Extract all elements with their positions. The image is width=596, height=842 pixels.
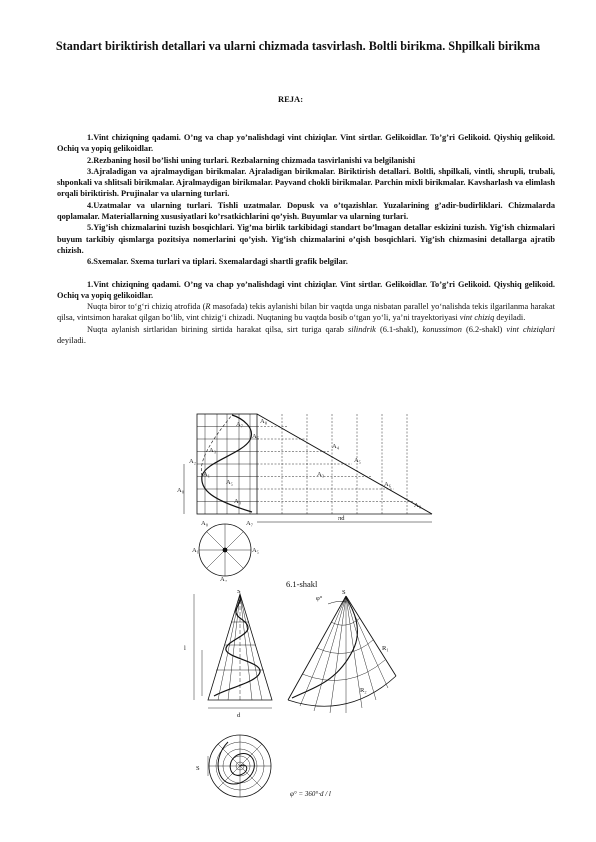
- svg-text:R₁: R₁: [382, 645, 389, 652]
- svg-text:A₃: A₃: [317, 471, 324, 478]
- svg-text:A₅: A₅: [226, 479, 233, 486]
- figure-cylindrical-helix: [172, 410, 442, 582]
- svg-text:A₂: A₂: [189, 458, 196, 465]
- svg-text:A₄: A₄: [332, 443, 339, 450]
- plan-item: 5.Yig’ish chizmalarini tuzish bosqichlari. Yig’ma birlik tarkibidagi standart bo’lmagan detallar eskizini tuzish. Yig’ish chizmalari buyum tarkibiy qismlarga pozitsiya nomerlarini qo’yish. Yig’ish chizmalarini o’qish bosqichlari. Yig’ish chizmasini detallarga ajratib chizish.: [57, 223, 555, 255]
- svg-text:φ° = 360°·d / l: φ° = 360°·d / l: [290, 790, 331, 798]
- svg-text:A₅: A₅: [252, 547, 259, 554]
- svg-text:S: S: [196, 765, 200, 772]
- figure-caption: 6.1-shakl: [286, 579, 318, 589]
- plan-item: 2.Rezbaning hosil bo’lishi uning turlari. Rezbalarning chizmada tasvirlanishi va belgilanishi: [87, 155, 416, 165]
- svg-text:l: l: [184, 645, 186, 652]
- svg-text:d: d: [237, 712, 241, 719]
- svg-text:A₆: A₆: [384, 481, 391, 488]
- svg-text:A₈: A₈: [260, 418, 267, 425]
- plan-item: 6.Sxemalar. Sxema turlari va tiplari. Sxemalardagi shartli grafik belgilar.: [87, 257, 348, 267]
- document-body: [57, 132, 555, 346]
- svg-text:πd: πd: [338, 515, 345, 522]
- svg-text:A₂: A₂: [220, 576, 227, 582]
- svg-text:A₁: A₁: [192, 547, 199, 554]
- svg-text:A₃: A₃: [209, 447, 216, 454]
- svg-text:S: S: [237, 590, 241, 595]
- figure-conical-helix: [178, 590, 400, 826]
- section-heading: 1.Vint chiziqning qadami. O’ng va chap yo’nalishdagi vint chiziqlar. Vint sirtlar. Gelikoidlar. To’g’ri Gelikoid. Qiyshiq gelikoid. Ochiq va yopiq gelikoidlar.: [57, 279, 555, 300]
- svg-text:A₀: A₀: [234, 498, 241, 505]
- svg-text:A₈: A₈: [414, 502, 421, 509]
- svg-text:A₇: A₇: [246, 520, 253, 527]
- svg-text:A₆: A₆: [252, 433, 259, 440]
- plan-item: 1.Vint chiziqning qadami. O’ng va chap yo’nalishdagi vint chiziqlar. Vint sirtlar. Gelikoidlar. To’g’ri Gelikoid. Qiyshiq gelikoid. Ochiq va yopiq gelikoidlar.: [57, 133, 555, 154]
- plan-item: 4.Uzatmalar va ularning turlari. Tishli uzatmalar. Dopusk va o’tqazishlar. Yuzalarining g’adir-budirliklari. Chizmalarda qoplamalar. Materiallarning xususiyatlari ko’rsatkichlarini qo’yish. Buyumlar va ularning turlari.: [57, 200, 555, 222]
- svg-text:A₀: A₀: [177, 487, 184, 494]
- plan-item: 3.Ajraladigan va ajralmaydigan birikmalar. Ajraladigan birikmalar. Biriktirish detallari. Boltli, shpilkali, vintli, shrupli, trubali, shponkali va shlitsali birikmalar. Ajralmaydigan birikmalar. Payvand chokli birikmalar. Parchin mixli birikmalar. Kavsharlash va elimlash orqali biriktirish. Prujinalar va ularning turlari.: [57, 166, 555, 199]
- page-title: Standart biriktirish detallari va ularni chizmada tasvirlash. Boltli birikma. Shpilkali birikma: [55, 39, 541, 53]
- svg-text:A₀: A₀: [201, 520, 208, 527]
- plan-heading: REJA:: [278, 94, 304, 104]
- svg-text:φ°: φ°: [316, 595, 323, 602]
- svg-text:A₁: A₁: [203, 471, 210, 478]
- svg-text:S: S: [342, 590, 346, 596]
- paragraph: Nuqta biror to‘g‘ri chiziq atrofida (R masofada) tekis aylanishi bilan bir vaqtda unga nisbatan parallel yo‘nalishda tekis ilgarilanma harakat qilsa, vintsimon harakat qilgan bo‘lib, vint chizig‘i chizadi. Nuqtaning bu vaqtda bosib o‘tgan yo‘li, ya’ni trayektoriyasi vint chiziq deyiladi.: [57, 302, 555, 323]
- svg-text:A₇: A₇: [236, 421, 243, 428]
- paragraph: Nuqta aylanish sirtlaridan birining sirtida harakat qilsa, sirt turiga qarab silindrik (6.1-shakl), konussimon (6.2-shakl) vint chiziqlari deyiladi.: [57, 324, 555, 346]
- svg-text:A₅: A₅: [354, 457, 361, 464]
- svg-text:R₂: R₂: [360, 687, 367, 694]
